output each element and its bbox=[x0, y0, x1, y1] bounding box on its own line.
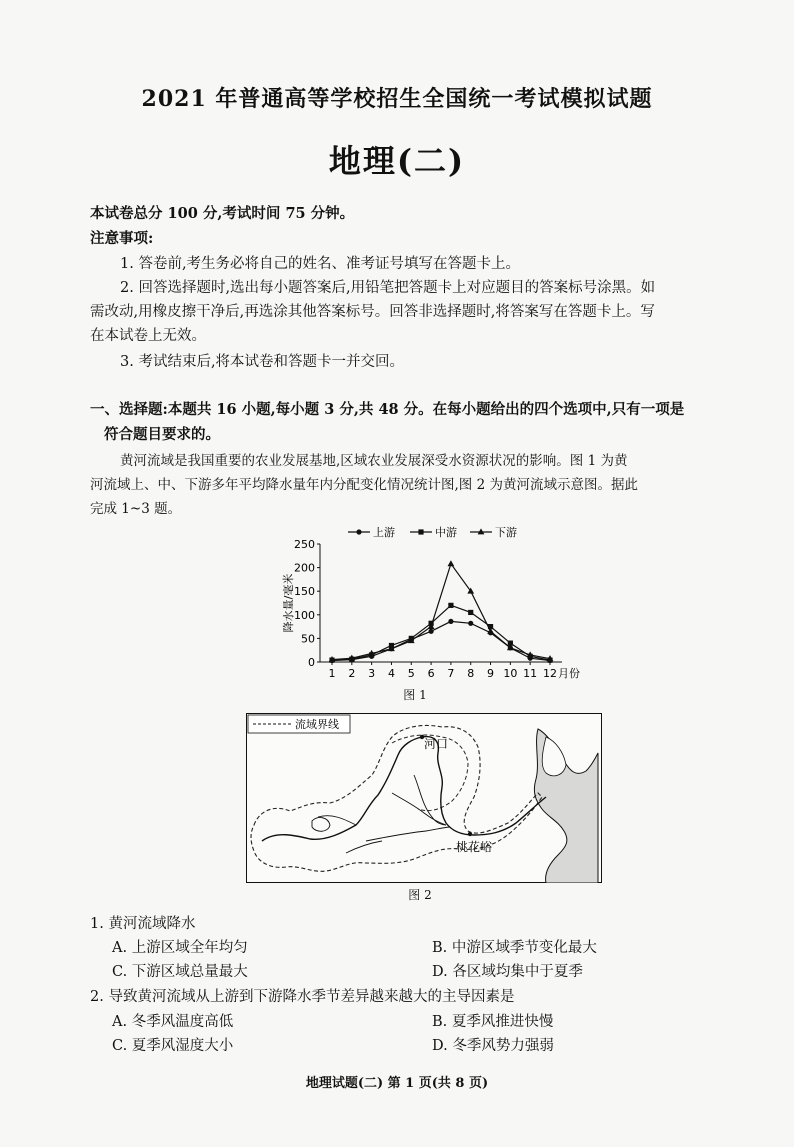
figure2-map bbox=[246, 713, 602, 883]
passage: 河流域上、中、下游多年平均降水量年内分配变化情况统计图,图 2 为黄河流域示意图。据此 bbox=[90, 477, 638, 493]
section-heading: 符合题目要求的。 bbox=[104, 426, 220, 443]
notice-item: 3. 考试结束后,将本试卷和答题卡一并交回。 bbox=[120, 354, 405, 370]
notice-item: 2. 回答选择题时,选出每小题答案后,用铅笔把答题卡上对应题目的答案标号涂黑。如 bbox=[120, 280, 656, 296]
x-axis-unit: 月份 bbox=[558, 667, 580, 680]
figure2-caption: 图 2 bbox=[408, 888, 432, 902]
option: B. 夏季风推进快慢 bbox=[432, 1014, 554, 1030]
legend-label: 中游 bbox=[435, 526, 457, 539]
exam-title: 2021 年普通高等学校招生全国统一考试模拟试题 bbox=[141, 86, 653, 112]
x-tick-label: 7 bbox=[447, 667, 455, 680]
notice-title: 注意事项: bbox=[90, 230, 154, 247]
option: C. 夏季风湿度大小 bbox=[112, 1038, 234, 1054]
option: D. 冬季风势力强弱 bbox=[432, 1038, 554, 1054]
data-point bbox=[448, 560, 455, 566]
y-tick-label: 50 bbox=[301, 632, 315, 646]
figure1-caption: 图 1 bbox=[403, 688, 427, 702]
y-tick-label: 150 bbox=[294, 585, 315, 599]
x-tick-label: 6 bbox=[427, 667, 435, 680]
x-tick-label: 5 bbox=[407, 667, 415, 680]
score-time: 本试卷总分 100 分,考试时间 75 分钟。 bbox=[90, 205, 355, 222]
series-line bbox=[332, 564, 550, 660]
x-tick-label: 2 bbox=[348, 667, 356, 680]
passage: 完成 1~3 题。 bbox=[90, 501, 182, 517]
taohuayu-label: 桃花峪 bbox=[456, 840, 493, 854]
x-tick-label: 11 bbox=[523, 667, 538, 680]
section-heading: 一、选择题:本题共 16 小题,每小题 3 分,共 48 分。在每小题给出的四个选项中,只有一项是 bbox=[90, 401, 685, 418]
notice-item: 需改动,用橡皮擦干净后,再选涂其他答案标号。回答非选择题时,将答案写在答题卡上。写 bbox=[90, 304, 655, 320]
data-point bbox=[448, 619, 453, 624]
map-legend bbox=[248, 715, 350, 733]
notice-item: 1. 答卷前,考生务必将自己的姓名、准考证号填写在答题卡上。 bbox=[120, 256, 521, 272]
option: A. 冬季风温度高低 bbox=[112, 1014, 234, 1030]
question-stem: 2. 导致黄河流域从上游到下游降水季节差异越来越大的主导因素是 bbox=[90, 989, 515, 1005]
passage: 黄河流域是我国重要的农业发展基地,区域农业发展深受水资源状况的影响。图 1 为黄 bbox=[120, 453, 628, 469]
option: B. 中游区域季节变化最大 bbox=[432, 940, 597, 956]
data-point bbox=[428, 629, 433, 634]
x-tick-label: 8 bbox=[467, 667, 475, 680]
x-tick-label: 4 bbox=[387, 667, 395, 680]
page-footer: 地理试题(二) 第 1 页(共 8 页) bbox=[305, 1076, 489, 1091]
taohuayu-marker bbox=[468, 832, 472, 836]
y-tick-label: 200 bbox=[294, 561, 315, 575]
option: C. 下游区域总量最大 bbox=[112, 964, 248, 980]
y-tick-label: 100 bbox=[294, 608, 315, 622]
legend-label: 上游 bbox=[373, 526, 395, 539]
x-tick-label: 1 bbox=[328, 667, 336, 680]
option: D. 各区域均集中于夏季 bbox=[432, 964, 583, 980]
notice-item: 在本试卷上无效。 bbox=[90, 328, 206, 344]
x-tick-label: 3 bbox=[368, 667, 376, 680]
y-axis-label: 降水量/毫米 bbox=[282, 573, 295, 633]
question-stem: 1. 黄河流域降水 bbox=[90, 916, 196, 932]
x-tick-label: 9 bbox=[487, 667, 495, 680]
chart-series bbox=[329, 560, 554, 663]
option: A. 上游区域全年均匀 bbox=[112, 940, 248, 956]
legend-boundary-label: 流域界线 bbox=[295, 718, 339, 731]
legend-label: 下游 bbox=[495, 526, 517, 539]
hekou-label: 河口 bbox=[424, 737, 449, 751]
data-point bbox=[418, 529, 423, 534]
chart-legend bbox=[348, 525, 517, 539]
subject-title: 地理(二) bbox=[328, 142, 466, 180]
x-tick-label: 12 bbox=[543, 667, 557, 680]
data-point bbox=[468, 610, 473, 615]
data-point bbox=[448, 603, 453, 608]
data-point bbox=[356, 529, 361, 534]
series-2 bbox=[329, 603, 552, 663]
y-tick-label: 250 bbox=[294, 538, 315, 551]
x-tick-label: 10 bbox=[503, 667, 518, 680]
data-point bbox=[468, 621, 473, 626]
series-3 bbox=[329, 560, 554, 662]
figure1-chart bbox=[270, 520, 590, 705]
y-tick-label: 0 bbox=[308, 656, 315, 669]
